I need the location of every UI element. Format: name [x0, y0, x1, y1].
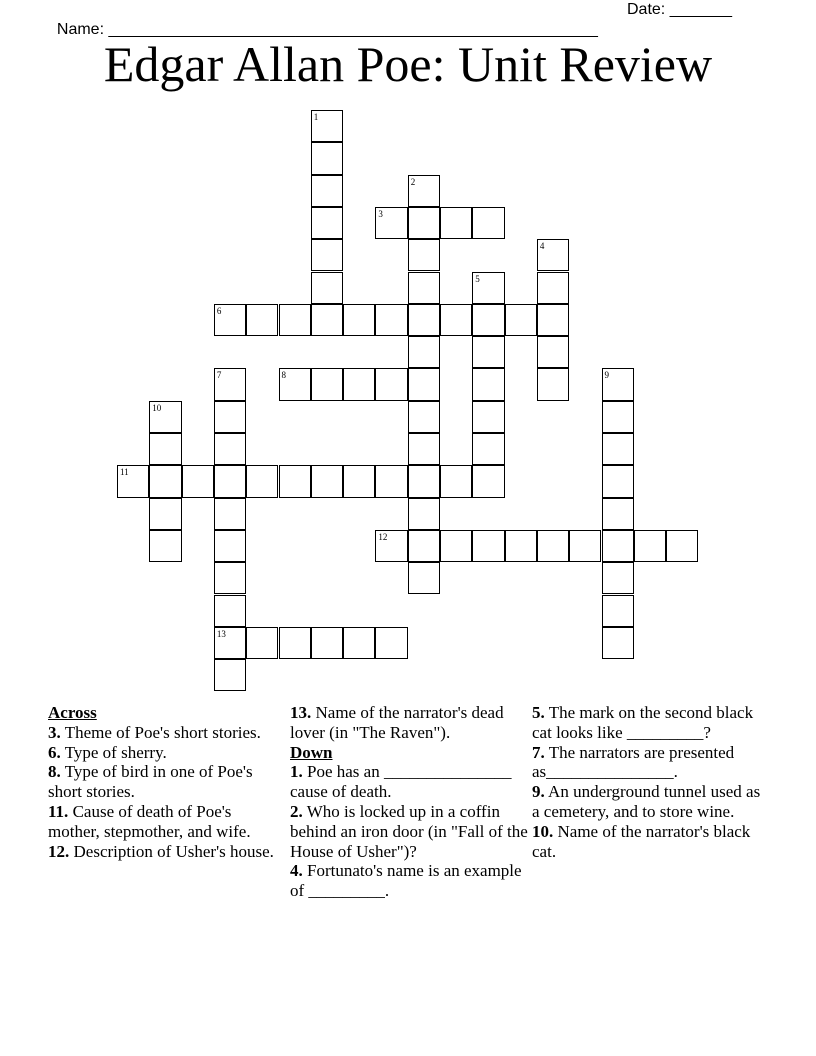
crossword-cell[interactable]: [311, 272, 343, 304]
clues-column-1: [48, 703, 278, 861]
clue-down-2: 2. Who is locked up in a coffin behind an iron door (in "Fall of the House of Usher")?: [290, 801, 528, 861]
cell-number: 3: [378, 208, 383, 219]
crossword-cell[interactable]: [472, 401, 504, 433]
crossword-cell[interactable]: [408, 530, 440, 562]
crossword-cell[interactable]: [279, 368, 311, 400]
crossword-cell[interactable]: [472, 304, 504, 336]
crossword-cell[interactable]: [375, 207, 407, 239]
cell-number: 10: [152, 402, 162, 413]
crossword-cell[interactable]: [408, 465, 440, 497]
crossword-cell[interactable]: [343, 304, 375, 336]
crossword-cell[interactable]: [408, 401, 440, 433]
crossword-cell[interactable]: [214, 368, 246, 400]
crossword-cell[interactable]: [602, 368, 634, 400]
crossword-cell[interactable]: [472, 433, 504, 465]
crossword-cell[interactable]: [343, 627, 375, 659]
crossword-cell[interactable]: [537, 272, 569, 304]
crossword-cell[interactable]: [246, 627, 278, 659]
crossword-cell[interactable]: [214, 498, 246, 530]
cell-number: 6: [216, 305, 222, 316]
crossword-cell[interactable]: [343, 465, 375, 497]
crossword-cell[interactable]: [602, 498, 634, 530]
clue-down-4: 4. Fortunato's name is an example of _________.: [290, 861, 522, 901]
crossword-cell[interactable]: [408, 433, 440, 465]
crossword-cell[interactable]: [537, 336, 569, 368]
name-label: Name: _______________________________________________________: [56, 21, 598, 38]
crossword-cell[interactable]: [472, 272, 504, 304]
crossword-cell[interactable]: [311, 142, 343, 174]
clue-across-12: 12. Description of Usher's house.: [48, 841, 274, 861]
clue-down-5: 5. The mark on the second black cat looks like _________?: [532, 703, 754, 742]
crossword-cell[interactable]: [408, 239, 440, 271]
crossword-cell[interactable]: [214, 465, 246, 497]
crossword-cell[interactable]: [472, 207, 504, 239]
across-heading: Across: [48, 703, 97, 722]
crossword-cell[interactable]: [311, 110, 343, 142]
crossword-cell[interactable]: [537, 530, 569, 562]
crossword-cell[interactable]: [537, 239, 569, 271]
date-label: Date: _______: [627, 1, 732, 18]
crossword-cell[interactable]: [375, 465, 407, 497]
cell-number: 13: [216, 628, 226, 639]
crossword-cell[interactable]: [408, 368, 440, 400]
crossword-cell[interactable]: [440, 465, 472, 497]
crossword-cell[interactable]: [311, 175, 343, 207]
crossword-cell[interactable]: [408, 498, 440, 530]
crossword-cell[interactable]: [311, 465, 343, 497]
crossword-cell[interactable]: [375, 368, 407, 400]
crossword-cell[interactable]: [149, 498, 181, 530]
clue-across-13: 13. Name of the narrator's dead lover (in "The Raven").: [290, 703, 504, 742]
crossword-cell[interactable]: [408, 562, 440, 594]
cell-number: 1: [313, 112, 319, 122]
crossword-cell[interactable]: [182, 465, 214, 497]
crossword-cell[interactable]: [602, 433, 634, 465]
crossword-cell[interactable]: [440, 207, 472, 239]
crossword-cell[interactable]: [246, 465, 278, 497]
down-heading: Down: [290, 742, 333, 762]
crossword-cell[interactable]: [602, 627, 634, 659]
crossword-cell[interactable]: [214, 530, 246, 562]
crossword-cell[interactable]: [634, 530, 666, 562]
crossword-cell[interactable]: [279, 627, 311, 659]
crossword-cell[interactable]: [246, 304, 278, 336]
crossword-cell[interactable]: [537, 304, 569, 336]
crossword-cell[interactable]: [149, 401, 181, 433]
crossword-cell[interactable]: [602, 465, 634, 497]
crossword-cell[interactable]: [214, 562, 246, 594]
crossword-cell[interactable]: [472, 465, 504, 497]
crossword-cell[interactable]: [602, 595, 634, 627]
crossword-cell[interactable]: [602, 562, 634, 594]
crossword-cell[interactable]: [214, 401, 246, 433]
crossword-cell[interactable]: [602, 401, 634, 433]
clue-across-3: 3. Theme of Poe's short stories.: [48, 722, 261, 742]
cell-number: 2: [410, 176, 416, 187]
crossword-cell[interactable]: [408, 304, 440, 336]
crossword-cell[interactable]: [375, 627, 407, 659]
crossword-cell[interactable]: [408, 207, 440, 239]
clues-column-3: [532, 703, 762, 861]
crossword-cell[interactable]: [149, 530, 181, 562]
crossword-cell[interactable]: [408, 336, 440, 368]
crossword-cell[interactable]: [472, 336, 504, 368]
cell-number: 4: [539, 241, 545, 252]
clue-across-6: 6. Type of sherry.: [48, 742, 167, 762]
crossword-cell[interactable]: [214, 433, 246, 465]
crossword-cell[interactable]: [408, 175, 440, 207]
crossword-cell[interactable]: [214, 304, 246, 336]
clue-down-10: 10. Name of the narrator's black cat.: [532, 821, 751, 861]
crossword-cell[interactable]: [311, 304, 343, 336]
clues-column-2: [290, 703, 530, 901]
cell-number: 5: [475, 273, 480, 284]
crossword-cell[interactable]: [472, 530, 504, 562]
crossword-cell[interactable]: [375, 530, 407, 562]
cell-number: 7: [216, 370, 222, 381]
clue-down-1: 1. Poe has an _______________ cause of death.: [290, 762, 512, 802]
page-title: Edgar Allan Poe: Unit Review: [103, 36, 713, 92]
crossword-cell[interactable]: [505, 304, 537, 336]
crossword-cell[interactable]: [472, 368, 504, 400]
crossword-cell[interactable]: [375, 304, 407, 336]
crossword-cell[interactable]: [149, 433, 181, 465]
cell-number: 12: [378, 531, 388, 542]
crossword-cell[interactable]: [214, 595, 246, 627]
crossword-cell[interactable]: [311, 207, 343, 239]
crossword-cell[interactable]: [440, 530, 472, 562]
crossword-cell[interactable]: [343, 368, 375, 400]
crossword-cell[interactable]: [214, 627, 246, 659]
crossword-cell[interactable]: [117, 465, 149, 497]
crossword-cell[interactable]: [505, 530, 537, 562]
crossword-cell[interactable]: [311, 627, 343, 659]
crossword-cell[interactable]: [408, 272, 440, 304]
clue-across-11: 11. Cause of death of Poe's mother, stepmother, and wife.: [48, 801, 251, 841]
clue-down-9: 9. An underground tunnel used as a cemetery, and to store wine.: [532, 782, 761, 821]
crossword-cell[interactable]: [279, 465, 311, 497]
crossword-cell[interactable]: [149, 465, 181, 497]
crossword-cell[interactable]: [569, 530, 601, 562]
crossword-cell[interactable]: [666, 530, 698, 562]
cell-number: 11: [120, 467, 129, 478]
cell-number: 8: [281, 370, 286, 381]
crossword-cell[interactable]: [537, 368, 569, 400]
crossword-cell[interactable]: [311, 368, 343, 400]
crossword-cell[interactable]: [311, 239, 343, 271]
clue-across-8: 8. Type of bird in one of Poe's short stories.: [48, 762, 253, 802]
clue-down-7: 7. The narrators are presented as_______________.: [532, 742, 735, 782]
crossword-cell[interactable]: [214, 659, 246, 691]
crossword-cell[interactable]: [440, 304, 472, 336]
cell-number: 9: [604, 370, 609, 381]
crossword-cell[interactable]: [602, 530, 634, 562]
crossword-cell[interactable]: [279, 304, 311, 336]
